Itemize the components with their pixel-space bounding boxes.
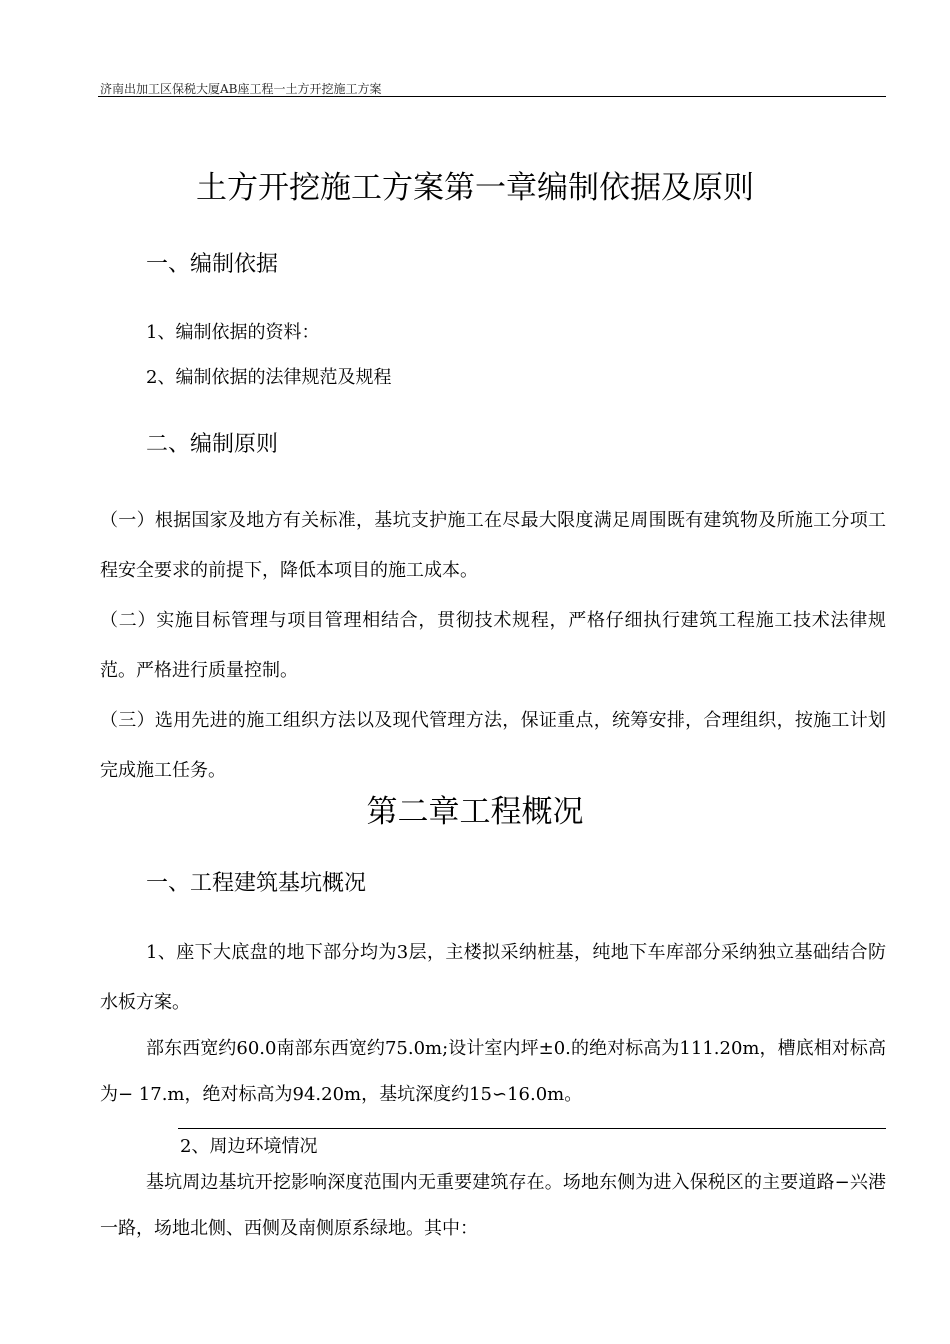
section-heading-overview: 一、工程建筑基坑概况: [146, 871, 367, 896]
principle-1: （一）根据国家及地方有关标准，基坑支护施工在尽最大限度满足周围既有建筑物及所施工分项工程安全要求的前提下，降低本项目的施工成本。: [100, 510, 886, 581]
running-header: 济南出加工区保税大厦AB座工程一土方开挖施工方案: [100, 82, 382, 96]
principle-3: （三）选用先进的施工组织方法以及现代管理方法，保证重点，统筹安排，合理组织，按施工计划完成施工任务。: [100, 710, 886, 781]
overview-paragraph-1: 1、座下大底盘的地下部分均为3层，主楼拟采纳桩基，纯地下车库部分采纳独立基础结合防水板方案。: [100, 942, 886, 1013]
section-heading-principles: 二、编制原则: [146, 432, 279, 457]
section-heading-basis: 一、编制依据: [146, 252, 279, 277]
principle-2: （二）实施目标管理与项目管理相结合，贯彻技术规程，严格仔细执行建筑工程施工技术法律规范。严格进行质量控制。: [100, 610, 886, 681]
chapter2-title: 第二章工程概况: [366, 794, 584, 830]
section-heading-surroundings: 2、周边环境情况: [180, 1136, 318, 1157]
basis-item-2: 2、编制依据的法律规范及规程: [146, 367, 392, 388]
header-rule: [98, 96, 886, 97]
basis-item-1: 1、编制依据的资料：: [146, 322, 320, 343]
overview-paragraph-2: 部东西宽约60.0南部东西宽约75.0m;设计室内坪±0.的绝对标高为111.20m，槽底相对标高为− 17.m，绝对标高为94.20m，基坑深度约15∽16.0m。: [100, 1038, 886, 1105]
surroundings-paragraph: 基坑周边基坑开挖影响深度范围内无重要建筑存在。场地东侧为进入保税区的主要道路−兴港一路，场地北侧、西侧及南侧原系绿地。其中：: [100, 1172, 886, 1239]
section-divider: [178, 1128, 886, 1129]
chapter1-title: 土方开挖施工方案第一章编制依据及原则: [196, 170, 754, 206]
